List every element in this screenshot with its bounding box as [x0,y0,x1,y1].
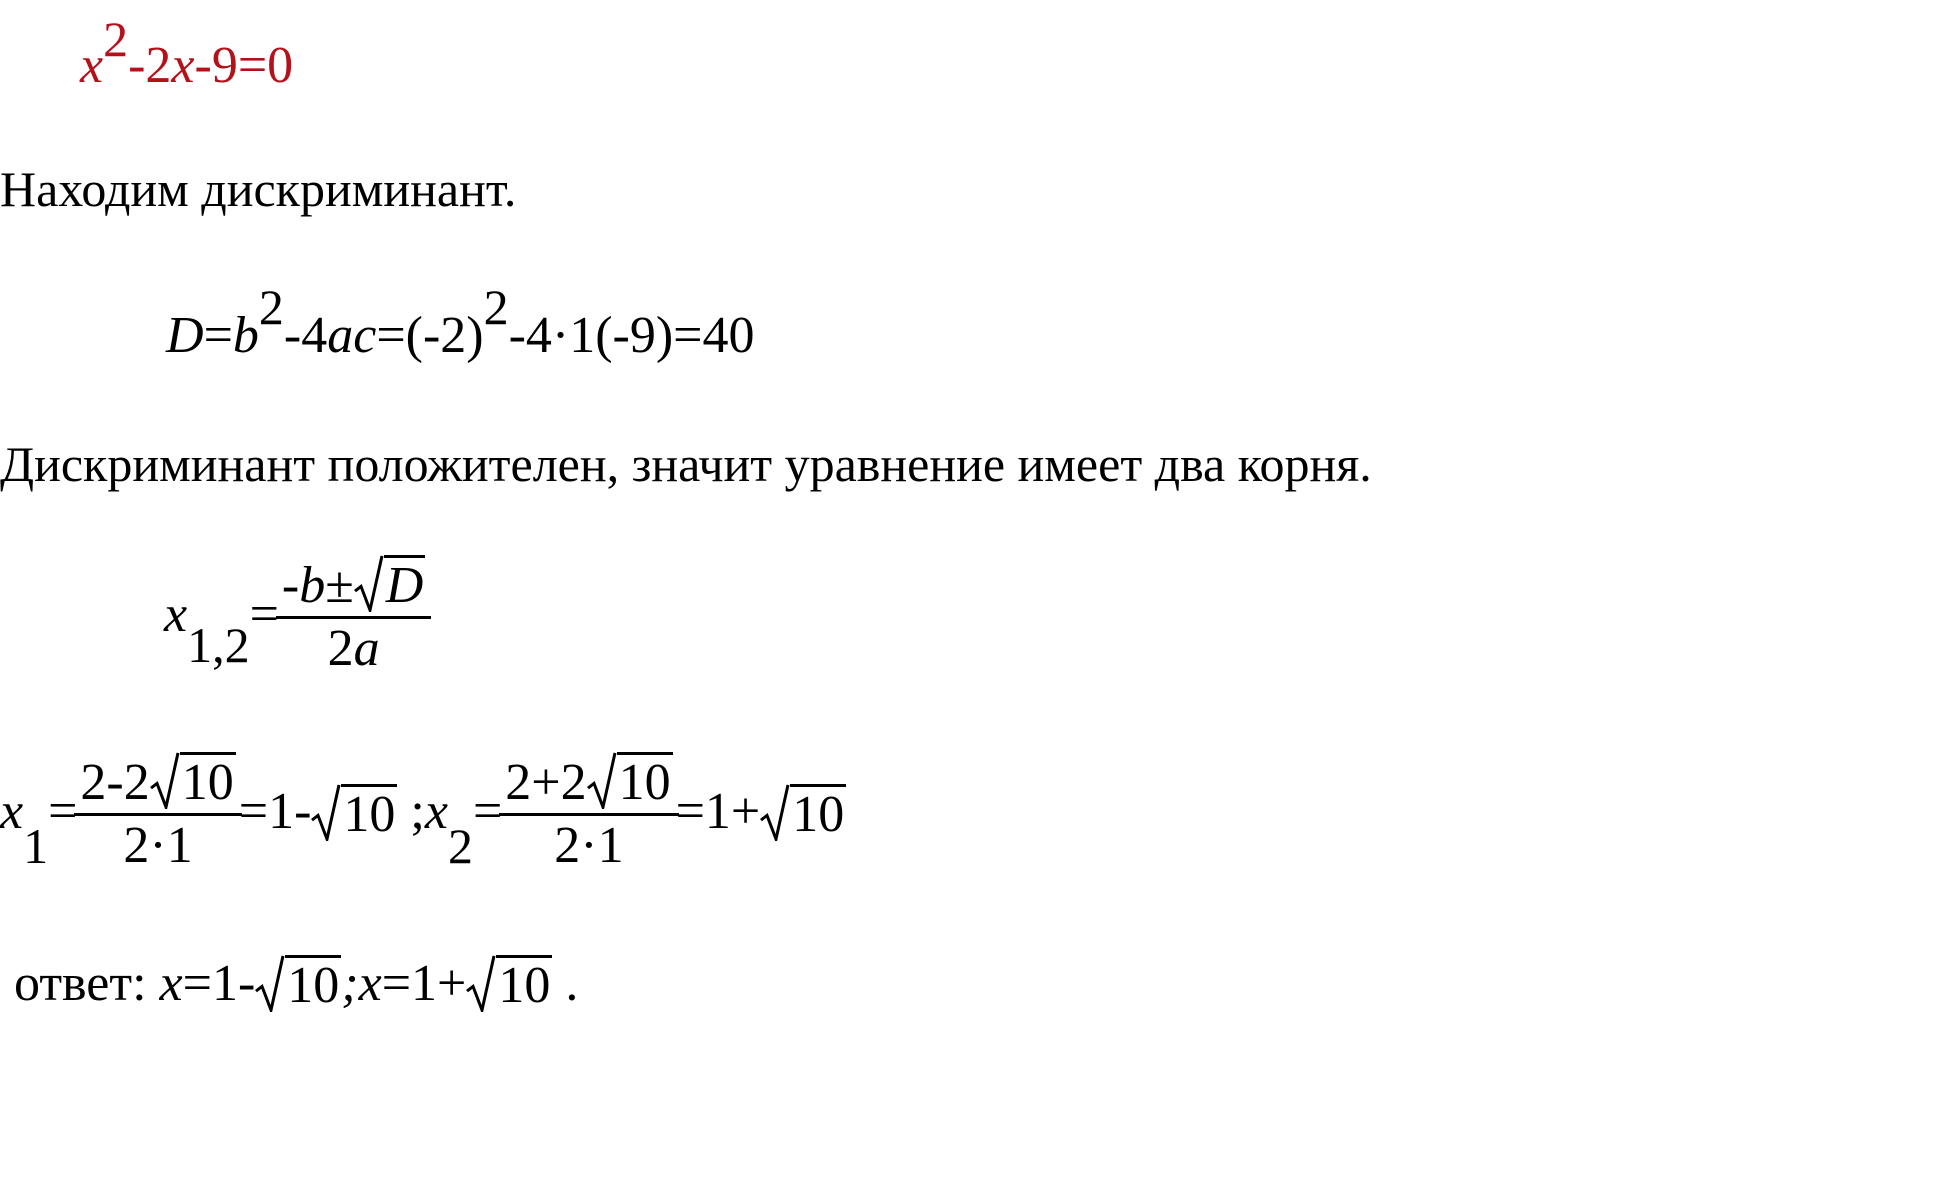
answer-sqrt2 [466,955,552,1012]
x1-symbol: x [0,783,24,840]
answer-end: . [552,954,579,1012]
answer-part2: =1+ [381,954,467,1012]
eq-exp: 2 [103,11,129,67]
answer-label: ответ: [14,954,160,1012]
b-exp: 2 [258,279,284,335]
x2-den: 2·1 [499,813,678,872]
answer-radicand2: 10 [498,957,551,1014]
num-minus: - [281,557,300,614]
minus4: -4 [283,307,328,364]
num-pm: ± [325,557,354,614]
answer-x2: x [358,954,382,1012]
paren-exp: 2 [483,279,509,335]
answer-line [14,955,578,1012]
roots-fraction [279,555,428,675]
den-2: 2 [327,620,354,677]
x1-result-radicand: 10 [343,785,396,843]
x2-num-sqrt [587,752,673,809]
x2-result: =1+ [675,783,761,840]
x12-subscript: 1,2 [187,617,250,673]
eq-tail: -9=0 [194,37,294,94]
x1-subscript: 1 [23,818,49,874]
ac-symbol: ac [327,307,377,364]
d-tail: -4·1(-9)=40 [508,307,755,364]
d-eq2: =(-2) [376,307,484,364]
b-symbol: b [232,307,259,364]
answer-x1: x [159,954,183,1012]
d-eq: = [203,307,233,364]
sqrt-d [354,555,426,612]
x2-result-radicand: 10 [792,785,845,843]
eq-rest: -2 [128,37,172,94]
x2-subscript: 2 [447,818,473,874]
eq-x: x [80,37,104,94]
answer-part1: =1- [182,954,256,1012]
x2-fraction [502,752,675,872]
x1-eq: = [48,783,78,840]
eq-x2: x [171,37,195,94]
d-symbol: D [166,307,204,364]
x1-den: 2·1 [74,813,241,872]
answer-sqrt1 [255,955,341,1012]
x1-num: 2-2 [80,754,150,811]
roots-formula [164,555,428,675]
x2-eq: = [472,783,503,840]
answer-separator: ; [341,954,359,1012]
x2-num-radicand: 10 [618,754,671,811]
x1-num-sqrt [150,752,236,809]
answer-radicand1: 10 [287,957,340,1014]
num-b: b [299,557,326,614]
discriminant-formula [166,279,755,364]
x1-fraction [77,752,238,872]
x1-result-sqrt [311,784,397,841]
text-find-discriminant: Находим дискриминант. [0,161,517,217]
x2-num: 2+2 [505,754,587,811]
x2-result-sqrt [760,784,846,841]
den-a: a [353,620,380,677]
roots-separator: ; [397,783,425,840]
sqrt-d-radicand: D [385,557,424,614]
x2-symbol: x [424,783,448,840]
x1-result: =1- [238,783,312,840]
x1-num-radicand: 10 [181,754,234,811]
x12-symbol: x [164,586,188,643]
x12-eq: = [249,586,279,643]
equation-line [80,11,294,94]
text-positive: Дискриминант положителен, значит уравнение имеет два корня. [0,436,1372,492]
roots-values [0,752,846,872]
